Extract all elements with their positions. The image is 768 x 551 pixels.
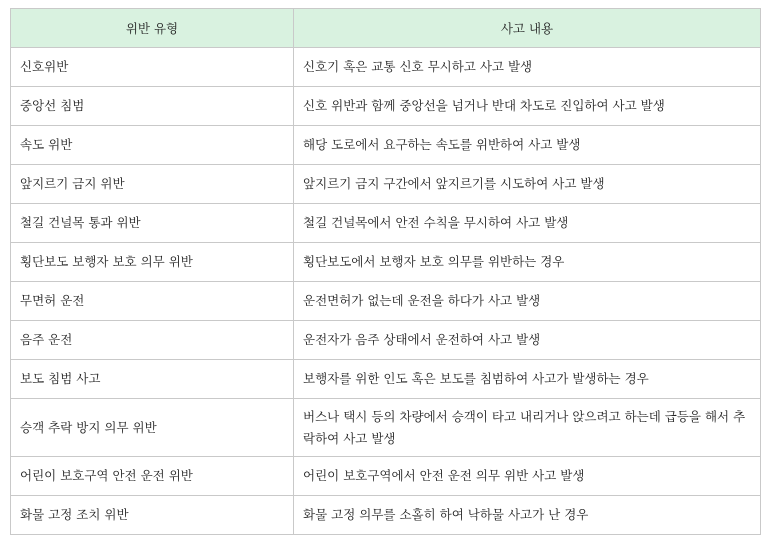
accident-content-cell: 해당 도로에서 요구하는 속도를 위반하여 사고 발생 bbox=[294, 126, 761, 165]
table-row bbox=[11, 165, 761, 204]
table-row bbox=[11, 457, 761, 496]
violation-type-cell: 무면허 운전 bbox=[11, 282, 294, 321]
table-row bbox=[11, 360, 761, 399]
violation-table bbox=[10, 8, 761, 535]
accident-content-cell: 횡단보도에서 보행자 보호 의무를 위반하는 경우 bbox=[294, 243, 761, 282]
violation-type-cell: 음주 운전 bbox=[11, 321, 294, 360]
violation-type-cell: 화물 고정 조치 위반 bbox=[11, 496, 294, 535]
table-row bbox=[11, 282, 761, 321]
table-row bbox=[11, 321, 761, 360]
accident-content-cell: 앞지르기 금지 구간에서 앞지르기를 시도하여 사고 발생 bbox=[294, 165, 761, 204]
accident-content-cell: 철길 건널목에서 안전 수칙을 무시하여 사고 발생 bbox=[294, 204, 761, 243]
violation-type-cell: 승객 추락 방지 의무 위반 bbox=[11, 399, 294, 457]
header-accident-content: 사고 내용 bbox=[294, 9, 761, 48]
violation-type-cell: 어린이 보호구역 안전 운전 위반 bbox=[11, 457, 294, 496]
table-row bbox=[11, 243, 761, 282]
table-row bbox=[11, 496, 761, 535]
violation-type-cell: 보도 침범 사고 bbox=[11, 360, 294, 399]
violation-table-container bbox=[10, 8, 760, 535]
table-row bbox=[11, 87, 761, 126]
accident-content-cell: 운전자가 음주 상태에서 운전하여 사고 발생 bbox=[294, 321, 761, 360]
violation-type-cell: 신호위반 bbox=[11, 48, 294, 87]
accident-content-cell: 어린이 보호구역에서 안전 운전 의무 위반 사고 발생 bbox=[294, 457, 761, 496]
violation-type-cell: 철길 건널목 통과 위반 bbox=[11, 204, 294, 243]
table-header-row bbox=[11, 9, 761, 48]
accident-content-cell: 화물 고정 의무를 소홀히 하여 낙하물 사고가 난 경우 bbox=[294, 496, 761, 535]
header-violation-type: 위반 유형 bbox=[11, 9, 294, 48]
violation-type-cell: 중앙선 침범 bbox=[11, 87, 294, 126]
accident-content-cell: 운전면허가 없는데 운전을 하다가 사고 발생 bbox=[294, 282, 761, 321]
table-row bbox=[11, 48, 761, 87]
accident-content-cell: 신호 위반과 함께 중앙선을 넘거나 반대 차도로 진입하여 사고 발생 bbox=[294, 87, 761, 126]
violation-type-cell: 속도 위반 bbox=[11, 126, 294, 165]
accident-content-cell: 신호기 혹은 교통 신호 무시하고 사고 발생 bbox=[294, 48, 761, 87]
violation-type-cell: 횡단보도 보행자 보호 의무 위반 bbox=[11, 243, 294, 282]
accident-content-cell: 버스나 택시 등의 차량에서 승객이 타고 내리거나 앉으려고 하는데 급등을 해서 추락하여 사고 발생 bbox=[294, 399, 761, 457]
table-row bbox=[11, 204, 761, 243]
violation-type-cell: 앞지르기 금지 위반 bbox=[11, 165, 294, 204]
table-row bbox=[11, 126, 761, 165]
accident-content-cell: 보행자를 위한 인도 혹은 보도를 침범하여 사고가 발생하는 경우 bbox=[294, 360, 761, 399]
table-row bbox=[11, 399, 761, 457]
